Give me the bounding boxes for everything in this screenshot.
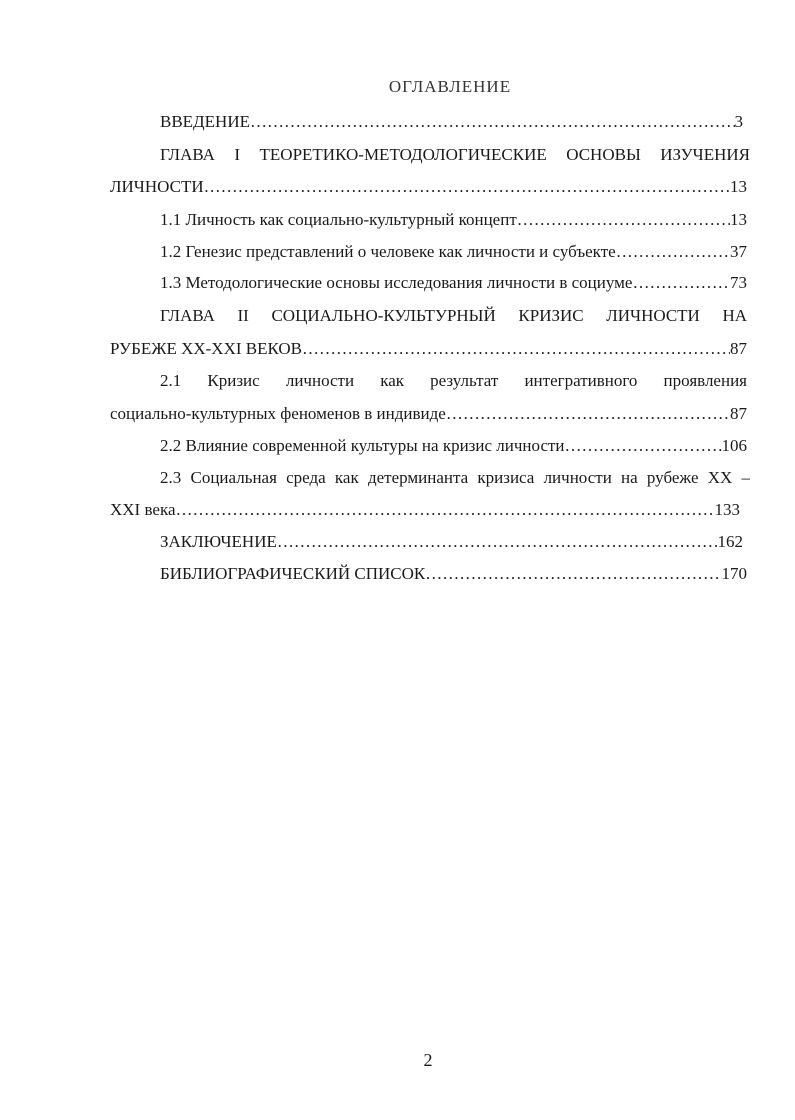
toc-chapter1-continuation <box>110 177 747 197</box>
toc-entry-page: 37 <box>730 242 747 261</box>
toc-entry-page: 13 <box>730 177 747 196</box>
dot-leader <box>204 177 730 197</box>
toc-entry-page: 87 <box>730 404 747 423</box>
toc-title: ОГЛАВЛЕНИЕ <box>388 77 512 96</box>
toc-chapter2-continuation <box>110 339 747 359</box>
toc-entry-label: ВВЕДЕНИЕ <box>160 112 250 131</box>
toc-entry-conclusion <box>160 532 743 552</box>
toc-section-1-1 <box>160 210 747 230</box>
toc-section-2-3-continuation <box>110 500 740 520</box>
toc-entry-page: 170 <box>721 564 747 583</box>
toc-chapter2-heading: ГЛАВА II СОЦИАЛЬНО-КУЛЬТУРНЫЙ КРИЗИС ЛИЧНОСТИ НА <box>160 306 747 325</box>
toc-entry-page: 87 <box>730 339 747 358</box>
toc-entry-label: БИБЛИОГРАФИЧЕСКИЙ СПИСОК <box>160 564 426 583</box>
dot-leader <box>632 273 730 293</box>
dot-leader <box>302 339 730 359</box>
toc-entry-page: 13 <box>730 210 747 229</box>
toc-entry-label: 2.2 Влияние современной культуры на кризис личности <box>160 436 565 455</box>
dot-leader <box>176 500 715 520</box>
toc-chapter1-heading: ГЛАВА I ТЕОРЕТИКО-МЕТОДОЛОГИЧЕСКИЕ ОСНОВЫ ИЗУЧЕНИЯ <box>160 145 750 164</box>
toc-section-2-1: 2.1 Кризис личности как результат интегративного проявления <box>160 371 747 390</box>
toc-entry-page: 133 <box>714 500 740 519</box>
toc-entry-label: ЛИЧНОСТИ <box>110 177 204 196</box>
toc-entry-label: XXI века <box>110 500 176 519</box>
dot-leader <box>277 532 718 552</box>
toc-entry-bibliography <box>160 564 747 584</box>
toc-entry-page: 162 <box>717 532 743 551</box>
toc-section-2-2 <box>160 436 747 456</box>
dot-leader <box>425 564 721 584</box>
toc-entry-page: 73 <box>730 273 747 292</box>
dot-leader <box>250 112 735 132</box>
page-number: 2 <box>423 1050 433 1070</box>
toc-entry-page: 3 <box>734 112 743 131</box>
toc-section-1-3 <box>160 273 747 293</box>
toc-entry-page: 106 <box>721 436 747 455</box>
toc-entry-label: 1.2 Генезис представлений о человеке как личности и субъекте <box>160 242 616 261</box>
toc-entry-label: 1.1 Личность как социально-культурный концепт <box>160 210 517 229</box>
toc-section-2-3: 2.3 Социальная среда как детерминанта кризиса личности на рубеже XX – <box>160 468 750 487</box>
toc-entry-intro <box>160 112 743 132</box>
toc-section-2-1-continuation <box>110 404 747 424</box>
dot-leader <box>517 210 730 230</box>
dot-leader <box>446 404 730 424</box>
toc-section-1-2 <box>160 242 747 262</box>
dot-leader <box>616 242 730 262</box>
toc-entry-label: 1.3 Методологические основы исследования личности в социуме <box>160 273 633 292</box>
toc-entry-label: ЗАКЛЮЧЕНИЕ <box>160 532 277 551</box>
toc-entry-label: РУБЕЖЕ XX-XXI ВЕКОВ <box>110 339 303 358</box>
dot-leader <box>565 436 722 456</box>
toc-entry-label: социально-культурных феноменов в индивиде <box>110 404 446 423</box>
